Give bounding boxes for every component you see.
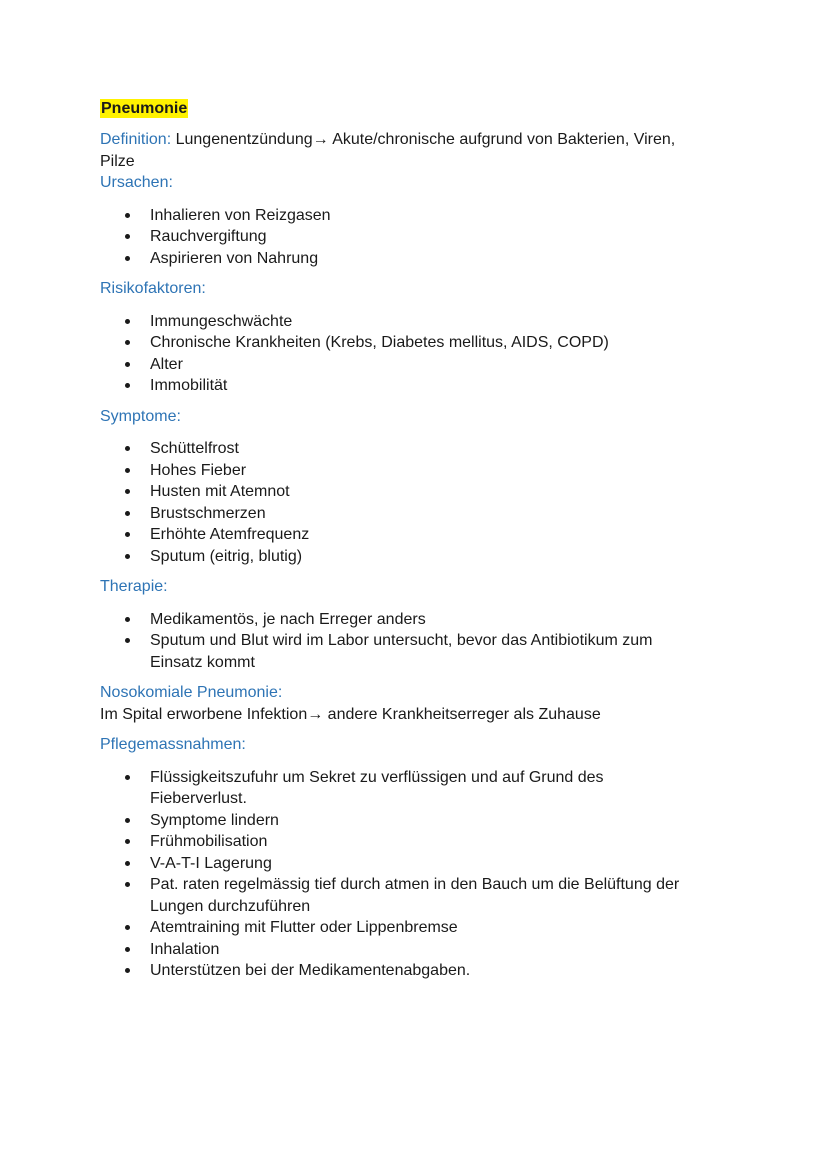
section-heading-risikofaktoren: Risikofaktoren: — [100, 280, 206, 297]
list-pflegemassnahmen — [100, 767, 740, 982]
list-item: Schüttelfrost — [100, 438, 740, 460]
bullet-icon — [125, 617, 130, 622]
list-item: Brustschmerzen — [100, 503, 740, 525]
section-heading-therapie: Therapie: — [100, 578, 168, 595]
list-item: Frühmobilisation — [100, 831, 740, 853]
list-item: Aspirieren von Nahrung — [100, 248, 740, 270]
list-item: Hohes Fieber — [100, 460, 740, 482]
section-heading-symptome: Symptome: — [100, 407, 181, 425]
list-item: Husten mit Atemnot — [100, 481, 740, 503]
definition-text: Lungenentzündung→ Akute/chronische aufgrund von Bakterien, Viren, — [175, 131, 676, 148]
list-item: Pat. raten regelmässig tief durch atmen in den Bauch um die Belüftung der Lungen durchzuführen — [100, 874, 740, 917]
bullet-icon — [125, 446, 130, 451]
bullet-icon — [125, 554, 130, 559]
bullet-icon — [125, 213, 130, 218]
document-title: Pneumonie — [101, 100, 188, 117]
bullet-icon — [125, 383, 130, 388]
list-item: Erhöhte Atemfrequenz — [100, 524, 740, 546]
bullet-icon — [125, 947, 130, 952]
list-item: Atemtraining mit Flutter oder Lippenbremse — [100, 917, 740, 939]
list-item: V-A-T-I Lagerung — [100, 853, 740, 875]
section-heading-pflegemassnahmen: Pflegemassnahmen: — [100, 736, 246, 753]
bullet-icon — [125, 362, 130, 367]
list-risikofaktoren — [100, 311, 740, 397]
list-item: Immungeschwächte — [100, 311, 740, 333]
document-page — [100, 99, 740, 982]
definition-label: Definition: — [100, 131, 172, 148]
nosokomiale-text: Im Spital erworbene Infektion→ andere Krankheitserreger als Zuhause — [100, 705, 601, 723]
list-item: Alter — [100, 354, 740, 376]
list-item: Inhalation — [100, 939, 740, 961]
bullet-icon — [125, 532, 130, 537]
section-heading-ursachen: Ursachen: — [100, 174, 173, 191]
definition-line — [100, 129, 740, 151]
list-item: Rauchvergiftung — [100, 226, 740, 248]
bullet-icon — [125, 818, 130, 823]
bullet-icon — [125, 968, 130, 973]
bullet-icon — [125, 319, 130, 324]
bullet-icon — [125, 775, 130, 780]
bullet-icon — [125, 468, 130, 473]
bullet-icon — [125, 882, 130, 887]
list-item: Inhalieren von Reizgasen — [100, 205, 740, 227]
bullet-icon — [125, 839, 130, 844]
list-item: Sputum (eitrig, blutig) — [100, 546, 740, 568]
section-heading-nosokomiale: Nosokomiale Pneumonie: — [100, 684, 283, 701]
list-item: Unterstützen bei der Medikamentenabgaben. — [100, 960, 740, 982]
list-item: Symptome lindern — [100, 810, 740, 832]
bullet-icon — [125, 340, 130, 345]
list-item: Chronische Krankheiten (Krebs, Diabetes mellitus, AIDS, COPD) — [100, 332, 740, 354]
bullet-icon — [125, 511, 130, 516]
list-item: Immobilität — [100, 375, 740, 397]
bullet-icon — [125, 256, 130, 261]
list-item: Sputum und Blut wird im Labor untersucht, bevor das Antibiotikum zum Einsatz kommt — [100, 630, 740, 673]
bullet-icon — [125, 234, 130, 239]
list-item: Flüssigkeitszufuhr um Sekret zu verflüssigen und auf Grund des Fieberverlust. — [100, 767, 740, 810]
bullet-icon — [125, 489, 130, 494]
list-symptome — [100, 438, 740, 567]
bullet-icon — [125, 638, 130, 643]
list-item: Medikamentös, je nach Erreger anders — [100, 609, 740, 631]
definition-line-continued: Pilze — [100, 152, 135, 170]
list-therapie — [100, 609, 740, 674]
bullet-icon — [125, 861, 130, 866]
list-ursachen — [100, 205, 740, 270]
bullet-icon — [125, 925, 130, 930]
